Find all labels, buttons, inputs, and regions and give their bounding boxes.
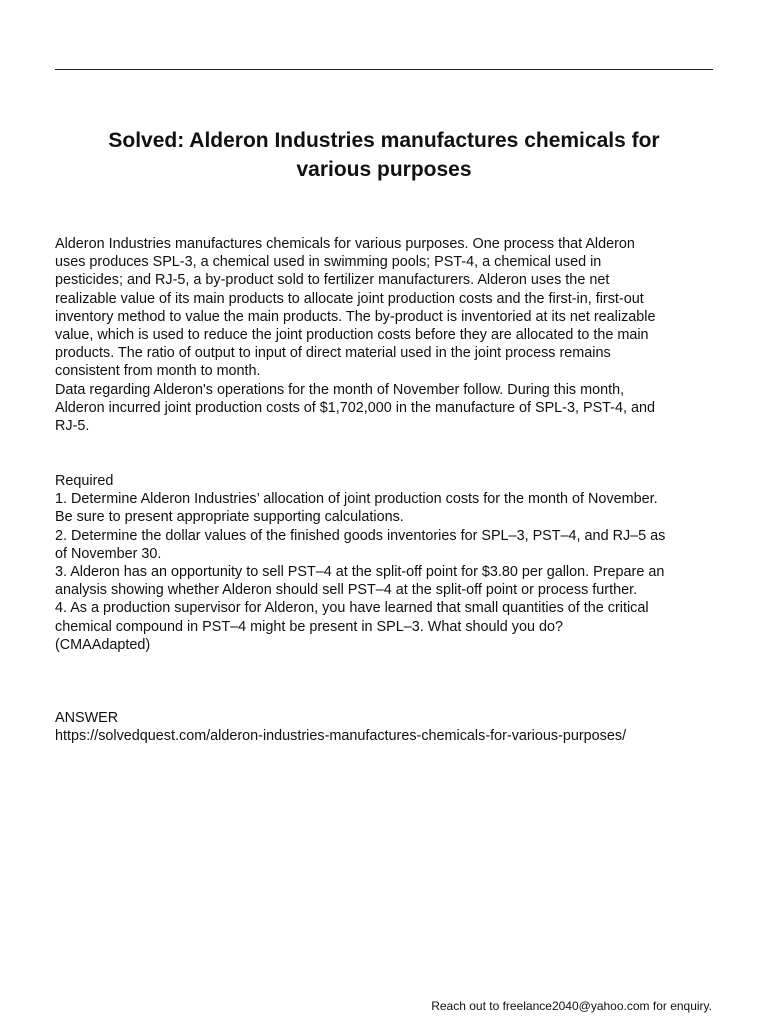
footer-contact: Reach out to freelance2040@yahoo.com for enquiry. (431, 999, 712, 1013)
intro-paragraph: Alderon Industries manufactures chemicals for various purposes. One process that Alderon uses produces SPL-3, a chemical used in swimming pools; PST-4, a chemical used in pesticides; and RJ-5, a by-product sold to fertilizer manufacturers. Alderon uses the net realizable value of its main products to allocate joint production costs and the first-in, first-out inventory method to value the main products. The by-product is inventoried at its net realizable value, which is used to reduce the joint production costs before they are allocated to the main products. The ratio of output to input of direct material used in the joint process remains consistent from month to month. Data regarding Alderon's operations for the month of November follow. During this month, Alderon incurred joint production costs of $1,702,000 in the manufacture of SPL-3, PST-4, and RJ-5. (55, 236, 656, 435)
answer-section: ANSWER https://solvedquest.com/alderon-industries-manufactures-chemicals-for-various-purposes/ (55, 710, 627, 745)
required-section: Required 1. Determine Alderon Industries’ allocation of joint production costs for the month of November. Be sure to present appropriate supporting calculations. 2. Determine the dollar values of the finished goods inventories for SPL–3, PST–4, and RJ–5 as of November 30. 3. Alderon has an opportunity to sell PST–4 at the split-off point for $3.80 per gallon. Prepare an analysis showing whether Alderon should sell PST–4 at the split-off point or process further. 4. As a production supervisor for Alderon, you have learned that small quantities of the critical chemical compound in PST–4 might be present in SPL–3. What should you do? (CMAAdapted) (55, 473, 666, 653)
top-divider (55, 69, 713, 70)
page-title: Solved: Alderon Industries manufactures chemicals for various purposes (108, 129, 660, 181)
